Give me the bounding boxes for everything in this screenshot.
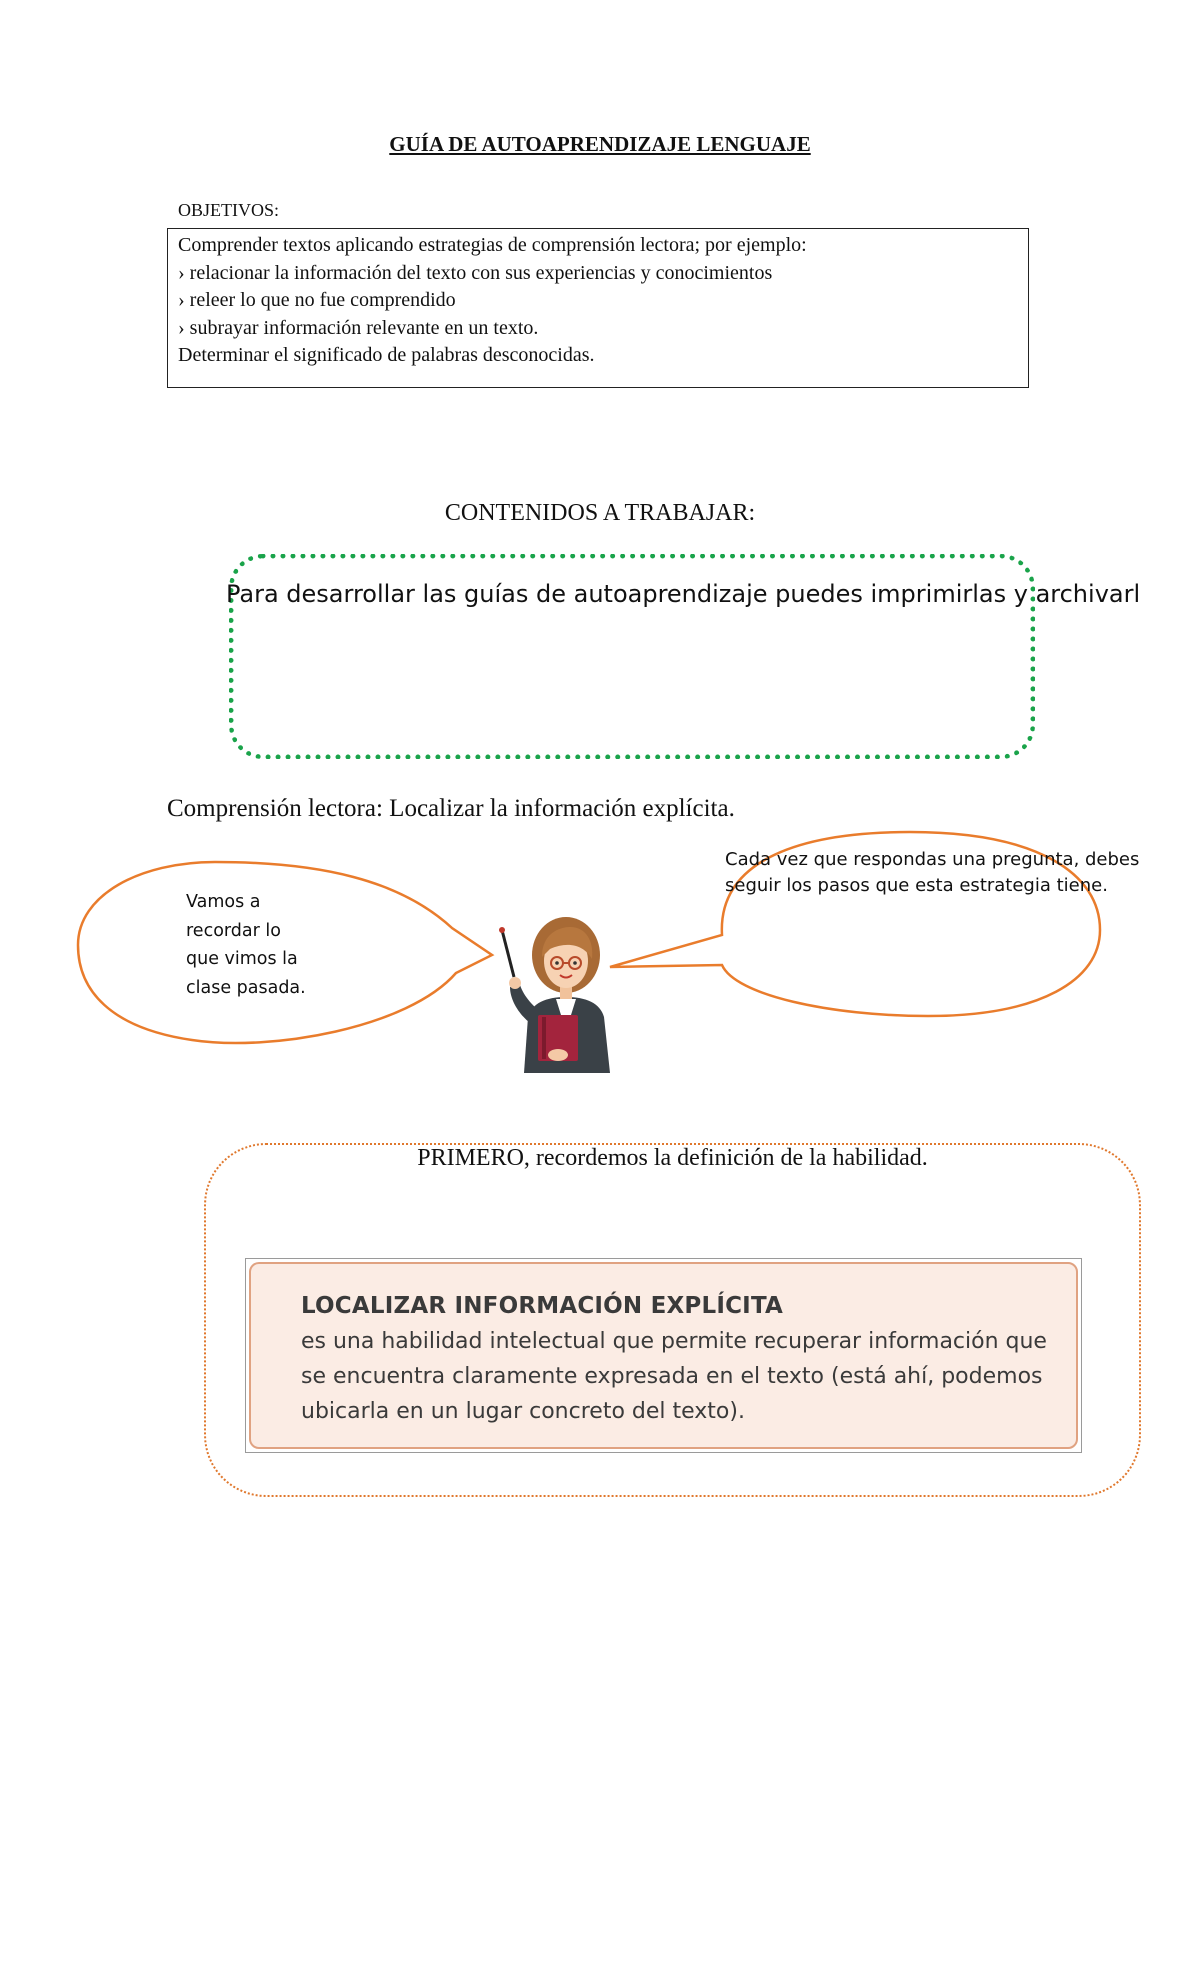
objective-line: › releer lo que no fue comprendido (178, 289, 456, 311)
definition-intro: PRIMERO, recordemos la definición de la habilidad. (417, 1145, 928, 1171)
objective-line: Comprender textos aplicando estrategias de comprensión lectora; por ejemplo: (178, 234, 807, 256)
contents-note: Para desarrollar las guías de autoaprendizaje puedes imprimirlas y archivarl (226, 580, 1141, 608)
objectives-label: OBJETIVOS: (178, 200, 280, 220)
definition-heading: LOCALIZAR INFORMACIÓN EXPLÍCITA (301, 1293, 784, 1319)
objective-line: Determinar el significado de palabras desconocidas. (178, 344, 595, 366)
objective-line: › relacionar la información del texto con sus experiencias y conocimientos (178, 261, 773, 284)
section-heading: Comprensión lectora: Localizar la información explícita. (167, 795, 735, 822)
contents-heading: CONTENIDOS A TRABAJAR: (444, 500, 756, 526)
definition-card-inner (249, 1262, 1078, 1449)
definition-card (245, 1258, 1082, 1453)
page-title: GUÍA DE AUTOAPRENDIZAJE LENGUAJE (389, 132, 811, 156)
speech-bubble-left-text: Vamos a recordar lo que vimos la clase pasada. (186, 892, 306, 998)
teacher-illustration-icon (480, 905, 620, 1073)
definition-line: es una habilidad intelectual que permite recuperar información que (301, 1329, 1047, 1354)
definition-line: ubicarla en un lugar concreto del texto). (301, 1399, 745, 1424)
speech-bubble-right-text: Cada vez que respondas una pregunta, debes seguir los pasos que esta estrategia tiene. (725, 849, 1140, 896)
definition-line: se encuentra claramente expresada en el texto (está ahí, podemos (301, 1364, 1043, 1389)
objective-line: › subrayar información relevante en un texto. (178, 316, 539, 339)
